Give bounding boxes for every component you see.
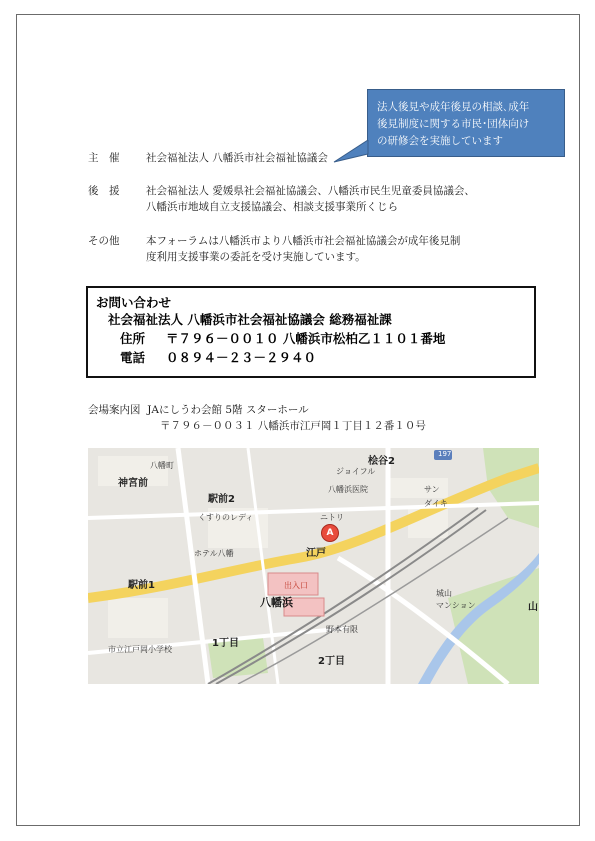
support-line: 社会福祉法人 愛媛県社会福祉協議会、八幡浜市民生児童委員協議会、 — [146, 185, 475, 197]
map-label-nichome: 2丁目 — [318, 656, 345, 667]
venue-marker-icon[interactable]: A — [321, 524, 339, 542]
venue-map[interactable] — [88, 448, 539, 684]
map-label-jinguumae: 神宮前 — [118, 478, 148, 489]
venue-address: 〒７９６－００３１ 八幡浜市江戸岡１丁目１２番１０号 — [160, 420, 426, 432]
other-line: 本フォーラムは八幡浜市より八幡浜市社会福祉協議会が成年後見制 — [146, 235, 461, 247]
map-label-ekimae1: 駅前1 — [128, 580, 155, 591]
map-label-mansion: マンション — [436, 601, 476, 610]
map-label-yama: 山 — [528, 602, 538, 613]
map-label-station: 八幡浜 — [260, 596, 293, 609]
callout-line: 後見制度に関する市民･団体向け — [377, 118, 530, 130]
other-row — [88, 233, 548, 269]
map-label-shiroyama: 城山 — [436, 589, 452, 598]
other-label: その他 — [88, 235, 120, 247]
contact-org: 社会福祉法人 八幡浜市社会福祉協議会 総務福祉課 — [108, 312, 392, 327]
contact-address-label: 住所 — [120, 331, 146, 346]
venue-name: JAにしうわ会館 5階 スターホール — [147, 404, 309, 416]
map-label-route: 197 — [438, 450, 452, 458]
map-label-hachimancho: 八幡町 — [150, 461, 174, 470]
support-row — [88, 183, 548, 219]
callout-text — [377, 99, 563, 150]
support-label: 後 援 — [88, 185, 120, 197]
map-label-sun: サン — [424, 485, 440, 494]
contact-heading: お問い合わせ — [96, 295, 172, 310]
organizer-row — [88, 150, 548, 168]
callout-line: 法人後見や成年後見の相談､成年 — [377, 101, 530, 113]
other-line: 度利用支援事業の委託を受け実施しています。 — [146, 251, 366, 263]
callout-line: の研修会を実施しています — [377, 135, 503, 147]
organizer-value: 社会福祉法人 八幡浜市社会福祉協議会 — [146, 152, 328, 164]
map-label-nitori: ニトリ — [320, 513, 344, 522]
callout-box — [367, 89, 565, 157]
contact-box — [86, 286, 536, 378]
map-label-school: 市立江戸岡小学校 — [108, 645, 172, 654]
map-label-entrance: 出入口 — [284, 581, 308, 590]
map-label-daiki: ダイキ — [424, 499, 448, 508]
map-label-hotel: ホテル八幡 — [194, 549, 234, 558]
other-value — [146, 233, 526, 265]
map-label-hiwadani2: 桧谷2 — [368, 456, 395, 467]
venue-info — [88, 402, 426, 434]
organizer-label: 主 催 — [88, 152, 120, 164]
map-label-kusuri: くすりのレディ — [198, 513, 254, 522]
map-label-joyfull: ジョイフル — [336, 467, 376, 476]
contact-address: 〒７９６－００１０ 八幡浜市松柏乙１１０１番地 — [166, 331, 446, 346]
contact-phone: ０８９４－２３－２９４０ — [166, 350, 317, 365]
support-line: 八幡浜市地域自立支援協議会、相談支援事業所くじら — [146, 201, 398, 213]
map-label-itchome: 1丁目 — [212, 638, 239, 649]
contact-phone-label: 電話 — [120, 350, 146, 365]
venue-label: 会場案内図 — [88, 404, 141, 416]
map-label-ekimae2: 駅前2 — [208, 494, 235, 505]
support-value — [146, 183, 526, 215]
map-label-hospital: 八幡浜医院 — [328, 485, 368, 494]
map-label-nomoto: 野本有限 — [326, 625, 358, 634]
map-label-edo: 江戸 — [306, 548, 326, 559]
